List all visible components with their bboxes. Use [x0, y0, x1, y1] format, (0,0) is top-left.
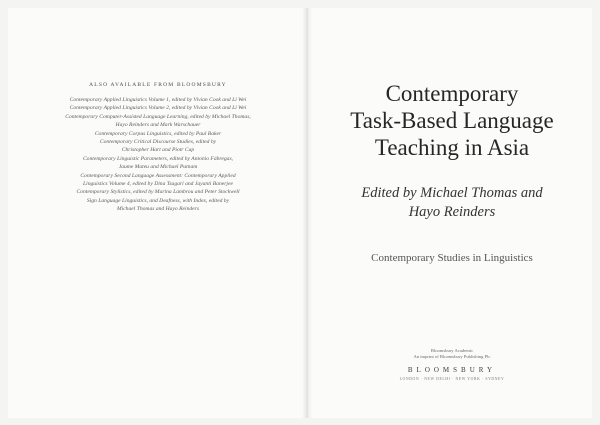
- left-page: [8, 8, 302, 418]
- editors-line: Edited by Michael Thomas and: [361, 185, 543, 201]
- series-list-item: Contemporary Second Language Assessment: Contemporary Applied: [80, 172, 236, 179]
- imprint-line: An imprint of Bloomsbury Publishing Plc: [413, 354, 491, 359]
- imprint: [352, 348, 552, 381]
- series-list-item: Contemporary Applied Linguistics Volume 2, edited by Vivian Cook and Li Wei: [69, 105, 247, 112]
- publisher-logo: BLOOMSBURY: [407, 366, 497, 374]
- series-list-item: Linguistics Volume 4, edited by Dina Tsagari and Jayanti Banerjee: [83, 181, 233, 188]
- series-list-item: Hayo Reinders and Mark Warschauer: [115, 122, 201, 129]
- editors-line: Hayo Reinders: [408, 204, 496, 220]
- series-list-item: Sign Language Linguistics, and Deafness, with Index, edited by: [86, 197, 230, 204]
- series-list-item: Contemporary Stylistics, edited by Marina Lambrou and Peter Stockwell: [76, 189, 240, 196]
- series-list-item: Michael Thomas and Hayo Reinders: [116, 206, 200, 213]
- series-list-item: Christopher Hart and Piotr Cap: [121, 147, 195, 154]
- book-title-line: Task-Based Language: [350, 108, 554, 133]
- series-list: [36, 96, 280, 214]
- imprint-locations: LONDON · NEW DELHI · NEW YORK · SYDNEY: [399, 377, 505, 381]
- series-list-item: Contemporary Critical Discourse Studies, edited by: [99, 139, 217, 146]
- book-gutter: [302, 8, 312, 418]
- series-list-item: Contemporary Corpus Linguistics, edited by Paul Baker: [94, 130, 222, 137]
- series-list-item: Contemporary Applied Linguistics Volume 1, edited by Vivian Cook and Li Wei: [69, 97, 247, 103]
- imprint-line: Bloomsbury Academic: [430, 348, 474, 353]
- book-title-line: Contemporary: [385, 81, 519, 106]
- series-heading: ALSO AVAILABLE FROM BLOOMSBURY: [89, 82, 227, 88]
- book-spread: [8, 8, 592, 418]
- editors: [312, 184, 592, 222]
- book-title: [312, 80, 592, 161]
- series-list-item: Contemporary Linguistic Parameters, edited by Antonio Fábregas,: [82, 155, 234, 162]
- series-name: Contemporary Studies in Linguistics: [371, 252, 533, 264]
- book-title-line: Teaching in Asia: [374, 135, 530, 160]
- series-list-item: Jaume Mateu and Michael Putnam: [118, 164, 198, 171]
- title-page: [312, 8, 592, 418]
- series-list-item: Contemporary Computer-Assisted Language Learning, edited by Michael Thomas,: [65, 113, 251, 120]
